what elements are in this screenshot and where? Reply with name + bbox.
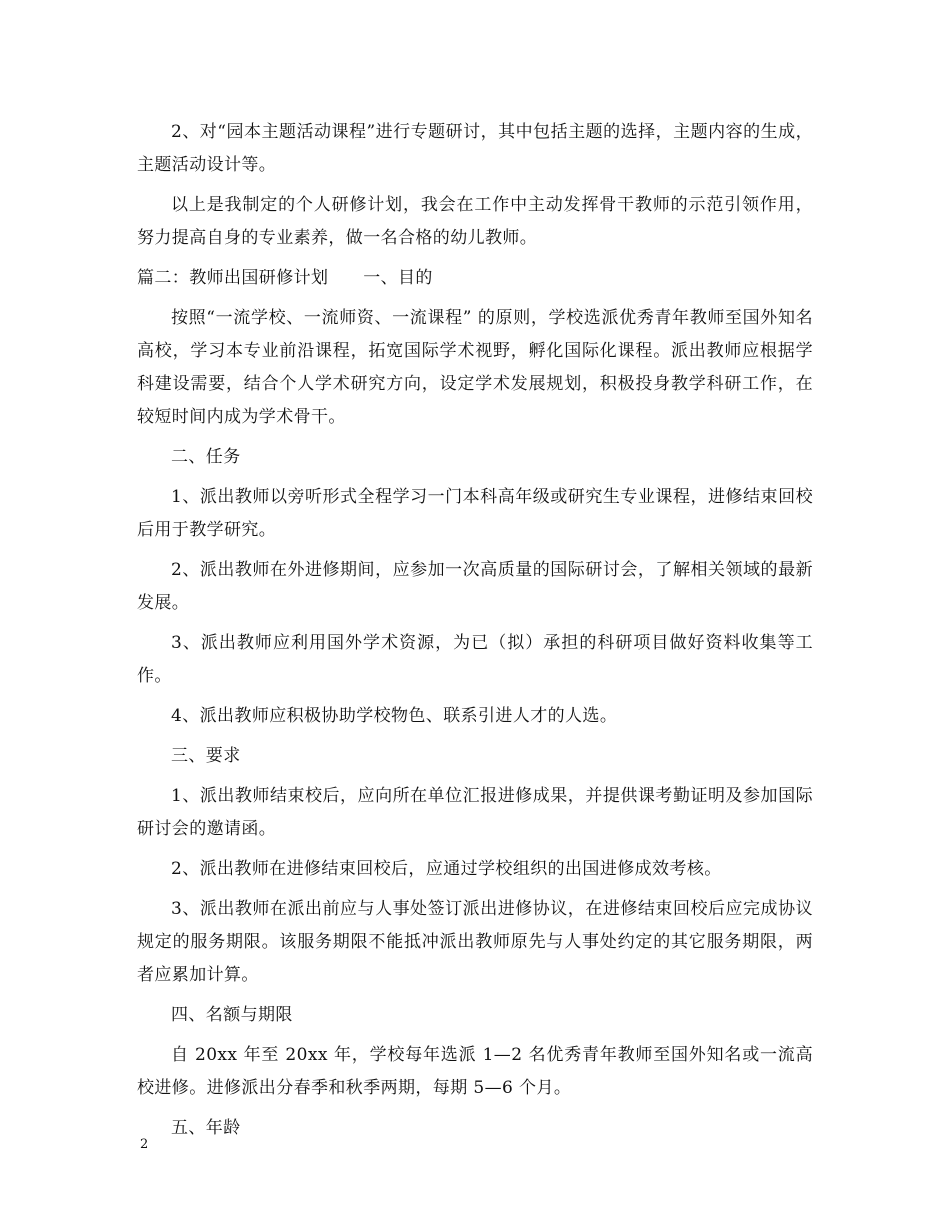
section-heading: 篇二：教师出国研修计划 一、目的 (137, 268, 433, 288)
paragraph: 自 20xx 年至 20xx 年，学校每年选派 1—2 名优秀青年教师至国外知名或一流高校进修。进修派出分春季和秋季两期，每期 5—6 个月。 (137, 1045, 813, 1098)
paragraph: 4、派出教师应积极协助学校物色、联系引进人才的人选。 (171, 706, 618, 726)
paragraph: 2、对“园本主题活动课程”进行专题研讨，其中包括主题的选择，主题内容的生成，主题活动设计等。 (137, 122, 813, 175)
paragraph: 2、派出教师在进修结束回校后，应通过学校组织的出国进修成效考核。 (171, 859, 722, 879)
paragraph: 按照“一流学校、一流师资、一流课程” 的原则，学校选派优秀青年教师至国外知名高校，学习本专业前沿课程，拓宽国际学术视野，孵化国际化课程。派出教师应根据学科建设需要，结合个人学术研究方向，设定学术发展规划，积极投身教学科研工作，在较短时间内成为学术骨干。 (137, 308, 813, 427)
paragraph: 1、派出教师以旁听形式全程学习一门本科高年级或研究生专业课程，进修结束回校后用于教学研究。 (137, 487, 813, 540)
paragraph: 2、派出教师在外进修期间，应参加一次高质量的国际研讨会，了解相关领域的最新发展。 (137, 560, 813, 613)
paragraph: 3、派出教师应利用国外学术资源，为已（拟）承担的科研项目做好资料收集等工作。 (137, 633, 813, 686)
section-heading: 二、任务 (171, 447, 241, 467)
paragraph: 1、派出教师结束校后，应向所在单位汇报进修成果，并提供课考勤证明及参加国际研讨会的邀请函。 (137, 786, 813, 839)
section-heading: 五、年龄 (171, 1118, 241, 1138)
paragraph: 以上是我制定的个人研修计划，我会在工作中主动发挥骨干教师的示范引领作用，努力提高自身的专业素养，做一名合格的幼儿教师。 (137, 195, 813, 248)
document-body (137, 116, 813, 1152)
section-heading: 三、要求 (171, 746, 241, 766)
section-heading: 四、名额与期限 (171, 1005, 293, 1025)
paragraph: 3、派出教师在派出前应与人事处签订派出进修协议，在进修结束回校后应完成协议规定的服务期限。该服务期限不能抵冲派出教师原先与人事处约定的其它服务期限，两者应累加计算。 (137, 899, 813, 985)
page-number: 2 (140, 1137, 149, 1152)
